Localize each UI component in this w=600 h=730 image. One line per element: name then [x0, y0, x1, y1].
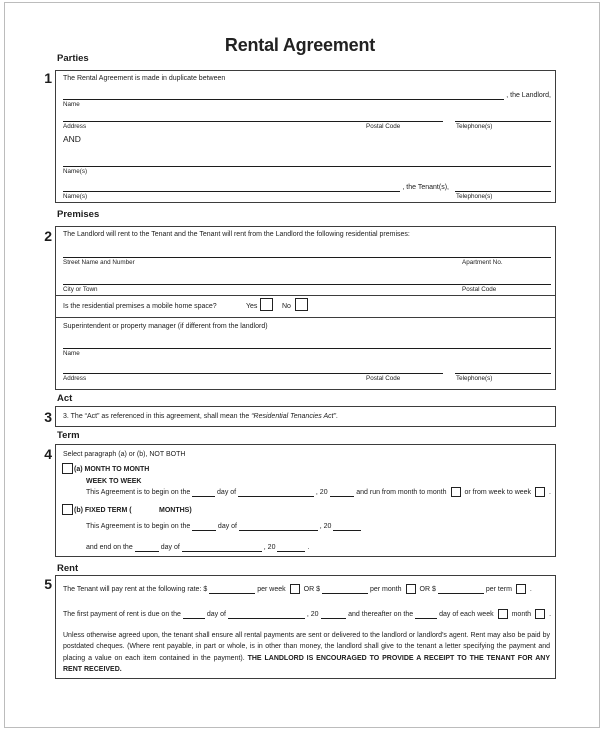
b-end-day-field[interactable] [135, 551, 159, 552]
landlord-phone-label: Telephone(s) [456, 123, 493, 130]
rent-paragraph-bold: THE LANDLORD IS ENCOURAGED TO PROVIDE A RECEIPT TO THE TENANT FOR ANY RENT RECEIVED. [63, 654, 550, 674]
city-field[interactable] [63, 284, 551, 285]
rent-box [55, 575, 556, 679]
landlord-address-field[interactable] [63, 121, 443, 122]
act-clause [63, 413, 338, 421]
b-begin-day-field[interactable] [192, 530, 216, 531]
each-week-text: day of each week [439, 610, 494, 618]
tenant-suffix-text: , the Tenant(s), [402, 183, 449, 191]
term-box [55, 444, 556, 557]
option-a-title: (a) MONTH TO MONTH [74, 466, 150, 473]
superintendent-label: Superintendent or property manager (if different from the landlord) [63, 323, 268, 330]
per-week-text: per week [257, 585, 286, 593]
street-label: Street Name and Number [63, 259, 135, 266]
tenant-names-label: Name(s) [63, 168, 88, 175]
premises-divider [56, 295, 555, 296]
per-term-text: per term [485, 585, 512, 593]
act-clause-italic: “Residential Tenancies Act” [251, 413, 336, 420]
premises-section-label: Premises [57, 209, 100, 220]
tenant-phone-label: Telephone(s) [456, 193, 493, 200]
landlord-postal-label: Postal Code [366, 123, 401, 130]
first-payment-week-checkbox[interactable] [498, 609, 508, 619]
landlord-name-field[interactable] [63, 99, 504, 100]
b-end-dot-text: . [307, 543, 310, 551]
first-payment-text: The first payment of rent is due on the [63, 610, 181, 618]
b-begin-year-field[interactable] [333, 530, 361, 531]
premises-postal-label: Postal Code [462, 286, 497, 293]
option-b-months-text: MONTHS) [159, 507, 192, 514]
landlord-address-label: Address [63, 123, 87, 130]
parties-intro-text: The Rental Agreement is made in duplicate between [63, 75, 226, 82]
month-word-text: month [511, 610, 532, 618]
superintendent-telephone-field[interactable] [455, 373, 551, 374]
superintendent-postal-label: Postal Code [366, 375, 401, 382]
tenant-name2-label: Name(s) [63, 193, 88, 200]
premises-divider-2 [56, 317, 555, 318]
no-label: No [282, 303, 291, 310]
a-comma20-text: , 20 [315, 488, 328, 496]
act-clause-prefix: 3. The “Act” as referenced in this agreement, shall mean the [63, 413, 252, 420]
landlord-name-label: Name [63, 101, 80, 108]
week-to-week-checkbox[interactable] [535, 487, 545, 497]
first-comma20-text: , 20 [306, 610, 319, 618]
rate-term-amount-field[interactable] [438, 593, 484, 594]
act-clause-suffix: . [335, 413, 338, 420]
mobile-home-yes-checkbox[interactable] [260, 298, 273, 311]
a-dot-text: . [549, 488, 551, 496]
option-a-checkbox[interactable] [62, 463, 73, 474]
landlord-suffix-text: , the Landlord, [506, 91, 551, 99]
superintendent-phone-label: Telephone(s) [456, 375, 493, 382]
rent-paragraph [63, 630, 550, 676]
apartment-label: Apartment No. [462, 259, 503, 266]
rent-paragraph-text: Unless otherwise agreed upon, the tenant shall ensure all rental payments are sent or delivered to the landlord or landlord's agent. Rent may also be paid by postdated cheques. (Where rent payable, in part or whole, is in other than money, the landlord shall give to the tenant a letter specifying the payment and placing a value on each item contained in the payment). [63, 632, 550, 662]
superintendent-address-label: Address [63, 375, 87, 382]
rate-dot-text: . [529, 585, 532, 593]
term-instruction: Select paragraph (a) or (b), NOT BOTH [63, 451, 186, 458]
per-month-text: per month [369, 585, 402, 593]
a-begin-month-field[interactable] [238, 496, 314, 497]
term-section-label: Term [57, 430, 80, 441]
first-payment-month-field[interactable] [228, 618, 305, 619]
act-box [55, 406, 556, 427]
per-term-checkbox[interactable] [516, 584, 526, 594]
landlord-telephone-field[interactable] [455, 121, 551, 122]
b-begin-text: This Agreement is to begin on the [86, 522, 191, 530]
option-b-checkbox[interactable] [62, 504, 73, 515]
rate-week-amount-field[interactable] [209, 593, 255, 594]
b-end-text: and end on the [86, 543, 133, 551]
b-end-month-field[interactable] [182, 551, 262, 552]
parties-section-label: Parties [57, 53, 89, 64]
and-text: AND [63, 134, 81, 144]
a-begin-year-field[interactable] [330, 496, 355, 497]
b-end-year-field[interactable] [277, 551, 305, 552]
a-or-text: or from week to week [464, 488, 532, 496]
tenant-name2-field[interactable] [63, 191, 400, 192]
b-end-comma20-text: , 20 [263, 543, 276, 551]
rate-month-amount-field[interactable] [322, 593, 368, 594]
street-field[interactable] [63, 257, 551, 258]
per-month-checkbox[interactable] [406, 584, 416, 594]
option-a-subtitle: WEEK TO WEEK [86, 478, 142, 485]
premises-section-number: 2 [44, 228, 52, 244]
b-end-dayof-text: day of [160, 543, 180, 551]
premises-box [55, 226, 556, 390]
b-begin-month-field[interactable] [239, 530, 318, 531]
premises-intro-text: The Landlord will rent to the Tenant and the Tenant will rent from the Landlord the following residential premises: [63, 231, 410, 238]
act-section-number: 3 [44, 409, 52, 425]
first-payment-day-field[interactable] [183, 618, 205, 619]
month-to-month-checkbox[interactable] [451, 487, 461, 497]
mobile-home-no-checkbox[interactable] [295, 298, 308, 311]
rent-rate-text: The Tenant will pay rent at the following rate: $ [63, 585, 208, 593]
mobile-home-question: Is the residential premises a mobile home space? [63, 303, 217, 310]
per-week-checkbox[interactable] [290, 584, 300, 594]
superintendent-name-label: Name [63, 350, 80, 357]
superintendent-name-field[interactable] [63, 348, 551, 349]
parties-section-number: 1 [44, 70, 52, 86]
thereafter-text: and thereafter on the [348, 610, 414, 618]
a-run-text: and run from month to month [356, 488, 447, 496]
act-section-label: Act [57, 393, 73, 404]
rent-section-label: Rent [57, 563, 79, 574]
rent-section-number: 5 [44, 576, 52, 592]
tenant-names-field[interactable] [63, 166, 551, 167]
b-comma20-text: , 20 [319, 522, 332, 530]
parties-box [55, 70, 556, 203]
b-dayof-text: day of [217, 522, 237, 530]
first-dot-text: . [549, 610, 552, 618]
yes-label: Yes [246, 303, 258, 310]
or-dollar-text-1: OR $ [303, 585, 320, 593]
a-dayof-text: day of [217, 488, 237, 496]
tenant-telephone-field[interactable] [455, 191, 551, 192]
first-payment-year-field[interactable] [321, 618, 347, 619]
thereafter-day-field[interactable] [415, 618, 437, 619]
a-begin-text: This Agreement is to begin on the [86, 488, 191, 496]
first-dayof-text: day of [206, 610, 226, 618]
or-dollar-text-2: OR $ [419, 585, 436, 593]
term-section-number: 4 [44, 446, 52, 462]
a-begin-day-field[interactable] [192, 496, 215, 497]
city-label: City or Town [63, 286, 98, 293]
superintendent-address-field[interactable] [63, 373, 443, 374]
first-payment-month-checkbox[interactable] [535, 609, 545, 619]
option-b-title: (b) FIXED TERM ( [74, 507, 132, 514]
page-title: Rental Agreement [224, 35, 376, 55]
